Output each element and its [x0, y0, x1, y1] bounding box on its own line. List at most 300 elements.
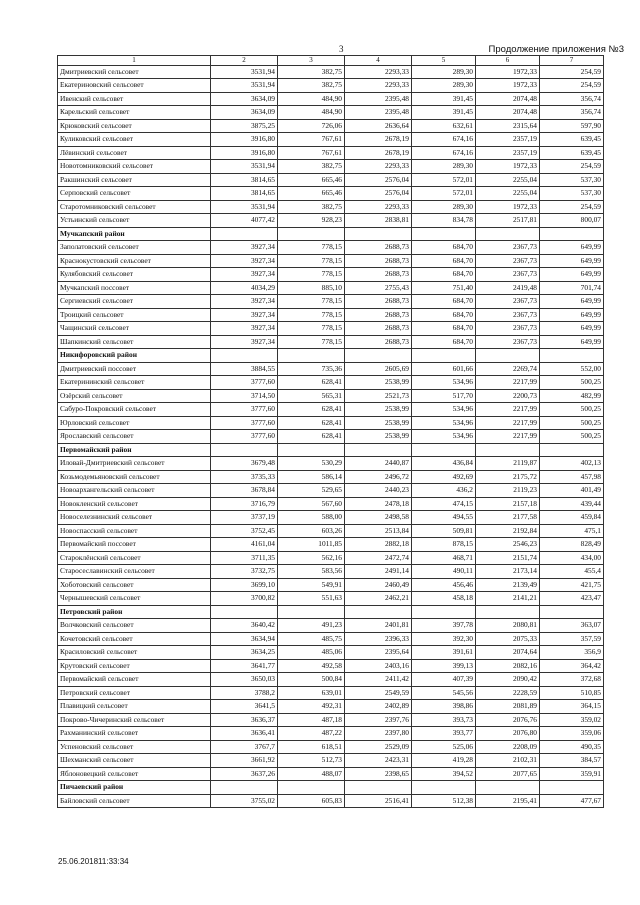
settlement-name: Чащинский сельсовет	[58, 322, 211, 336]
table-row	[58, 646, 604, 660]
value-cell: 567,60	[278, 497, 345, 511]
value-cell: 402,13	[540, 457, 604, 471]
table-body	[58, 56, 604, 808]
value-cell: 534,96	[412, 430, 476, 444]
value-cell: 491,23	[278, 619, 345, 633]
value-cell: 2688,73	[345, 335, 412, 349]
value-cell: 2367,73	[476, 308, 540, 322]
value-cell: 510,85	[540, 686, 604, 700]
value-cell: 397,78	[412, 619, 476, 633]
value-cell: 393,73	[412, 713, 476, 727]
value-cell: 393,77	[412, 727, 476, 741]
value-cell: 356,74	[540, 92, 604, 106]
value-cell: 649,99	[540, 335, 604, 349]
empty-cell	[476, 227, 540, 241]
value-cell: 401,49	[540, 484, 604, 498]
table-row	[58, 511, 604, 525]
value-cell: 382,75	[278, 79, 345, 93]
value-cell: 2517,81	[476, 214, 540, 228]
value-cell: 2357,19	[476, 133, 540, 147]
column-header: 2	[211, 56, 278, 66]
value-cell: 639,45	[540, 133, 604, 147]
value-cell: 3634,09	[211, 106, 278, 120]
value-cell: 485,06	[278, 646, 345, 660]
value-cell: 684,70	[412, 335, 476, 349]
value-cell: 3767,7	[211, 740, 278, 754]
value-cell: 572,01	[412, 173, 476, 187]
value-cell: 828,49	[540, 538, 604, 552]
value-cell: 2538,99	[345, 430, 412, 444]
table-row	[58, 673, 604, 687]
column-header: 1	[58, 56, 211, 66]
continuation-label: Продолжение приложения №3	[488, 44, 624, 55]
empty-cell	[211, 349, 278, 363]
value-cell: 2397,80	[345, 727, 412, 741]
value-cell: 3927,34	[211, 322, 278, 336]
district-name: Никифоровский район	[58, 349, 211, 363]
settlement-name: Первомайский сельсовет	[58, 673, 211, 687]
value-cell: 2228,59	[476, 686, 540, 700]
value-cell: 586,14	[278, 470, 345, 484]
table-row	[58, 335, 604, 349]
value-cell: 2075,33	[476, 632, 540, 646]
value-cell: 2411,42	[345, 673, 412, 687]
table-row	[58, 362, 604, 376]
value-cell: 3777,60	[211, 416, 278, 430]
value-cell: 391,45	[412, 92, 476, 106]
value-cell: 684,70	[412, 308, 476, 322]
value-cell: 2478,18	[345, 497, 412, 511]
value-cell: 419,28	[412, 754, 476, 768]
table-row	[58, 389, 604, 403]
district-name: Пичаевский район	[58, 781, 211, 795]
settlement-name: Иловай-Дмитриевский сельсовет	[58, 457, 211, 471]
value-cell: 2173,14	[476, 565, 540, 579]
district-name: Мучкапский район	[58, 227, 211, 241]
value-cell: 534,96	[412, 376, 476, 390]
empty-cell	[540, 781, 604, 795]
value-cell: 2074,48	[476, 106, 540, 120]
value-cell: 778,15	[278, 295, 345, 309]
settlement-name: Рахманинский сельсовет	[58, 727, 211, 741]
table-row	[58, 484, 604, 498]
value-cell: 2396,33	[345, 632, 412, 646]
value-cell: 684,70	[412, 322, 476, 336]
settlement-name: Новоархангельский сельсовет	[58, 484, 211, 498]
value-cell: 363,07	[540, 619, 604, 633]
value-cell: 552,00	[540, 362, 604, 376]
value-cell: 359,06	[540, 727, 604, 741]
value-cell: 572,01	[412, 187, 476, 201]
value-cell: 2546,23	[476, 538, 540, 552]
value-cell: 487,18	[278, 713, 345, 727]
value-cell: 2605,69	[345, 362, 412, 376]
value-cell: 356,74	[540, 106, 604, 120]
value-cell: 885,10	[278, 281, 345, 295]
value-cell: 3636,37	[211, 713, 278, 727]
table-row	[58, 470, 604, 484]
value-cell: 382,75	[278, 160, 345, 174]
value-cell: 2688,73	[345, 254, 412, 268]
value-cell: 2151,74	[476, 551, 540, 565]
value-cell: 2076,80	[476, 727, 540, 741]
value-cell: 551,63	[278, 592, 345, 606]
value-cell: 1972,33	[476, 200, 540, 214]
table-row	[58, 214, 604, 228]
value-cell: 3640,42	[211, 619, 278, 633]
value-cell: 487,22	[278, 727, 345, 741]
value-cell: 392,30	[412, 632, 476, 646]
value-cell: 3916,80	[211, 146, 278, 160]
footer-timestamp: 25.06.201811:33:34	[58, 857, 129, 866]
value-cell: 605,83	[278, 794, 345, 808]
empty-cell	[412, 443, 476, 457]
value-cell: 3755,02	[211, 794, 278, 808]
settlement-name: Хоботовский сельсовет	[58, 578, 211, 592]
table-row	[58, 376, 604, 390]
settlement-name: Карельский сельсовет	[58, 106, 211, 120]
value-cell: 2255,04	[476, 187, 540, 201]
table-row	[58, 686, 604, 700]
district-section-row	[58, 605, 604, 619]
table-row	[58, 133, 604, 147]
value-cell: 356,9	[540, 646, 604, 660]
table-row	[58, 538, 604, 552]
value-cell: 2157,18	[476, 497, 540, 511]
value-cell: 674,16	[412, 146, 476, 160]
value-cell: 1972,33	[476, 65, 540, 79]
table-row	[58, 767, 604, 781]
value-cell: 2401,81	[345, 619, 412, 633]
settlement-name: Озёрский сельсовет	[58, 389, 211, 403]
value-cell: 2538,99	[345, 376, 412, 390]
value-cell: 391,45	[412, 106, 476, 120]
value-cell: 2403,16	[345, 659, 412, 673]
value-cell: 2755,43	[345, 281, 412, 295]
value-cell: 2462,21	[345, 592, 412, 606]
table-row	[58, 160, 604, 174]
table-row	[58, 457, 604, 471]
table-row	[58, 187, 604, 201]
value-cell: 2090,42	[476, 673, 540, 687]
value-cell: 490,35	[540, 740, 604, 754]
value-cell: 778,15	[278, 335, 345, 349]
value-cell: 364,42	[540, 659, 604, 673]
value-cell: 583,56	[278, 565, 345, 579]
value-cell: 4161,04	[211, 538, 278, 552]
page-number: 3	[339, 44, 344, 54]
table-row	[58, 65, 604, 79]
value-cell: 601,66	[412, 362, 476, 376]
value-cell: 665,46	[278, 173, 345, 187]
value-cell: 2440,87	[345, 457, 412, 471]
value-cell: 382,75	[278, 200, 345, 214]
value-cell: 2367,73	[476, 295, 540, 309]
value-cell: 684,70	[412, 268, 476, 282]
value-cell: 3927,34	[211, 268, 278, 282]
empty-cell	[345, 443, 412, 457]
empty-cell	[412, 349, 476, 363]
empty-cell	[345, 605, 412, 619]
empty-cell	[412, 781, 476, 795]
column-header: 3	[278, 56, 345, 66]
value-cell: 2293,33	[345, 200, 412, 214]
value-cell: 597,90	[540, 119, 604, 133]
value-cell: 2195,41	[476, 794, 540, 808]
value-cell: 628,41	[278, 430, 345, 444]
value-cell: 3927,34	[211, 254, 278, 268]
table-row	[58, 295, 604, 309]
table-row	[58, 119, 604, 133]
value-cell: 4077,42	[211, 214, 278, 228]
value-cell: 512,73	[278, 754, 345, 768]
value-cell: 2119,23	[476, 484, 540, 498]
value-cell: 2678,19	[345, 133, 412, 147]
table-row	[58, 700, 604, 714]
value-cell: 2402,89	[345, 700, 412, 714]
table-row	[58, 713, 604, 727]
value-cell: 545,56	[412, 686, 476, 700]
value-cell: 474,15	[412, 497, 476, 511]
value-cell: 254,59	[540, 65, 604, 79]
value-cell: 3927,34	[211, 308, 278, 322]
empty-cell	[278, 781, 345, 795]
value-cell: 3927,34	[211, 335, 278, 349]
value-cell: 778,15	[278, 268, 345, 282]
value-cell: 834,78	[412, 214, 476, 228]
value-cell: 778,15	[278, 254, 345, 268]
district-section-row	[58, 443, 604, 457]
value-cell: 2678,19	[345, 146, 412, 160]
value-cell: 482,99	[540, 389, 604, 403]
value-cell: 2208,09	[476, 740, 540, 754]
value-cell: 767,61	[278, 146, 345, 160]
value-cell: 639,45	[540, 146, 604, 160]
value-cell: 1972,33	[476, 79, 540, 93]
value-cell: 500,25	[540, 430, 604, 444]
value-cell: 3531,94	[211, 65, 278, 79]
value-cell: 2496,72	[345, 470, 412, 484]
empty-cell	[540, 227, 604, 241]
value-cell: 407,39	[412, 673, 476, 687]
value-cell: 2367,73	[476, 322, 540, 336]
value-cell: 4034,29	[211, 281, 278, 295]
table-row	[58, 497, 604, 511]
value-cell: 485,75	[278, 632, 345, 646]
empty-cell	[278, 443, 345, 457]
district-name: Первомайский район	[58, 443, 211, 457]
value-cell: 254,59	[540, 160, 604, 174]
value-cell: 928,23	[278, 214, 345, 228]
value-cell: 2398,65	[345, 767, 412, 781]
value-cell: 665,46	[278, 187, 345, 201]
value-cell: 3927,34	[211, 241, 278, 255]
value-cell: 372,68	[540, 673, 604, 687]
value-cell: 394,52	[412, 767, 476, 781]
value-cell: 2081,89	[476, 700, 540, 714]
value-cell: 684,70	[412, 241, 476, 255]
value-cell: 3678,84	[211, 484, 278, 498]
settlement-name: Ивенский сельсовет	[58, 92, 211, 106]
value-cell: 534,96	[412, 403, 476, 417]
value-cell: 2269,74	[476, 362, 540, 376]
district-section-row	[58, 349, 604, 363]
value-cell: 2357,19	[476, 146, 540, 160]
value-cell: 2102,31	[476, 754, 540, 768]
value-cell: 382,75	[278, 65, 345, 79]
value-cell: 2688,73	[345, 308, 412, 322]
value-cell: 494,55	[412, 511, 476, 525]
value-cell: 2074,64	[476, 646, 540, 660]
settlement-name: Петровский сельсовет	[58, 686, 211, 700]
column-header: 6	[476, 56, 540, 66]
table-row	[58, 79, 604, 93]
district-section-row	[58, 781, 604, 795]
empty-cell	[476, 443, 540, 457]
table-row	[58, 106, 604, 120]
value-cell: 2498,58	[345, 511, 412, 525]
value-cell: 398,86	[412, 700, 476, 714]
value-cell: 455,4	[540, 565, 604, 579]
empty-cell	[476, 781, 540, 795]
settlement-name: Устьинский сельсовет	[58, 214, 211, 228]
table-row	[58, 281, 604, 295]
value-cell: 3641,77	[211, 659, 278, 673]
settlement-name: Куликовский сельсовет	[58, 133, 211, 147]
value-cell: 549,91	[278, 578, 345, 592]
value-cell: 2217,99	[476, 376, 540, 390]
settlement-name: Успеновский сельсовет	[58, 740, 211, 754]
value-cell: 2491,14	[345, 565, 412, 579]
value-cell: 2636,64	[345, 119, 412, 133]
value-cell: 468,71	[412, 551, 476, 565]
value-cell: 639,01	[278, 686, 345, 700]
value-cell: 2688,73	[345, 241, 412, 255]
table-row	[58, 794, 604, 808]
settlement-name: Сабуро-Покровский сельсовет	[58, 403, 211, 417]
value-cell: 2688,73	[345, 295, 412, 309]
value-cell: 436,2	[412, 484, 476, 498]
value-cell: 878,15	[412, 538, 476, 552]
value-cell: 3699,10	[211, 578, 278, 592]
settlement-name: Ярославский сельсовет	[58, 430, 211, 444]
district-name: Петровский район	[58, 605, 211, 619]
settlement-name: Заполатовский сельсовет	[58, 241, 211, 255]
value-cell: 800,07	[540, 214, 604, 228]
value-cell: 603,26	[278, 524, 345, 538]
value-cell: 3634,94	[211, 632, 278, 646]
value-cell: 3650,03	[211, 673, 278, 687]
value-cell: 357,59	[540, 632, 604, 646]
value-cell: 484,90	[278, 92, 345, 106]
value-cell: 364,15	[540, 700, 604, 714]
value-cell: 2074,48	[476, 92, 540, 106]
table-row	[58, 254, 604, 268]
value-cell: 459,84	[540, 511, 604, 525]
value-cell: 254,59	[540, 79, 604, 93]
value-cell: 649,99	[540, 268, 604, 282]
settlement-name: Крюковский сельсовет	[58, 119, 211, 133]
value-cell: 674,16	[412, 133, 476, 147]
settlement-name: Байловский сельсовет	[58, 794, 211, 808]
value-cell: 289,30	[412, 79, 476, 93]
settlement-name: Сергиевский сельсовет	[58, 295, 211, 309]
value-cell: 3788,2	[211, 686, 278, 700]
value-cell: 3661,92	[211, 754, 278, 768]
settlement-name: Чернышевский сельсовет	[58, 592, 211, 606]
settlement-name: Покрово-Чичеринский сельсовет	[58, 713, 211, 727]
settlement-name: Козьмодемьяновский сельсовет	[58, 470, 211, 484]
settlement-name: Крутовский сельсовет	[58, 659, 211, 673]
value-cell: 649,99	[540, 241, 604, 255]
settlement-name: Троицкий сельсовет	[58, 308, 211, 322]
column-header: 5	[412, 56, 476, 66]
value-cell: 2838,81	[345, 214, 412, 228]
value-cell: 2177,58	[476, 511, 540, 525]
empty-cell	[278, 605, 345, 619]
table-row	[58, 578, 604, 592]
value-cell: 3777,60	[211, 430, 278, 444]
settlement-name: Ракшинский сельсовет	[58, 173, 211, 187]
value-cell: 289,30	[412, 65, 476, 79]
value-cell: 2440,23	[345, 484, 412, 498]
settlement-name: Первомайский поссовет	[58, 538, 211, 552]
value-cell: 735,36	[278, 362, 345, 376]
empty-cell	[211, 781, 278, 795]
value-cell: 767,61	[278, 133, 345, 147]
value-cell: 359,02	[540, 713, 604, 727]
settlement-name: Екатериновский сельсовет	[58, 79, 211, 93]
value-cell: 3711,35	[211, 551, 278, 565]
value-cell: 2395,48	[345, 106, 412, 120]
value-cell: 2688,73	[345, 268, 412, 282]
empty-cell	[412, 605, 476, 619]
empty-cell	[278, 349, 345, 363]
settlement-name: Староклёнский сельсовет	[58, 551, 211, 565]
value-cell: 2139,49	[476, 578, 540, 592]
value-cell: 3679,48	[211, 457, 278, 471]
settlement-name: Дмитриевский сельсовет	[58, 65, 211, 79]
value-cell: 509,81	[412, 524, 476, 538]
value-cell: 3777,60	[211, 403, 278, 417]
value-cell: 649,99	[540, 295, 604, 309]
table-row	[58, 403, 604, 417]
table-row	[58, 241, 604, 255]
district-section-row	[58, 227, 604, 241]
value-cell: 632,61	[412, 119, 476, 133]
table-row	[58, 430, 604, 444]
value-cell: 751,40	[412, 281, 476, 295]
value-cell: 492,69	[412, 470, 476, 484]
value-cell: 436,84	[412, 457, 476, 471]
value-cell: 2293,33	[345, 65, 412, 79]
settlement-name: Новотомниковский сельсовет	[58, 160, 211, 174]
settlement-name: Екатерининский сельсовет	[58, 376, 211, 390]
value-cell: 3531,94	[211, 160, 278, 174]
settlement-name: Старотомниковский сельсовет	[58, 200, 211, 214]
value-cell: 3737,19	[211, 511, 278, 525]
value-cell: 2419,48	[476, 281, 540, 295]
settlement-name: Волчковский сельсовет	[58, 619, 211, 633]
value-cell: 391,61	[412, 646, 476, 660]
value-cell: 2395,64	[345, 646, 412, 660]
value-cell: 3875,25	[211, 119, 278, 133]
value-cell: 2538,99	[345, 403, 412, 417]
value-cell: 701,74	[540, 281, 604, 295]
value-cell: 2367,73	[476, 254, 540, 268]
settlement-name: Лёвинский сельсовет	[58, 146, 211, 160]
value-cell: 2175,72	[476, 470, 540, 484]
